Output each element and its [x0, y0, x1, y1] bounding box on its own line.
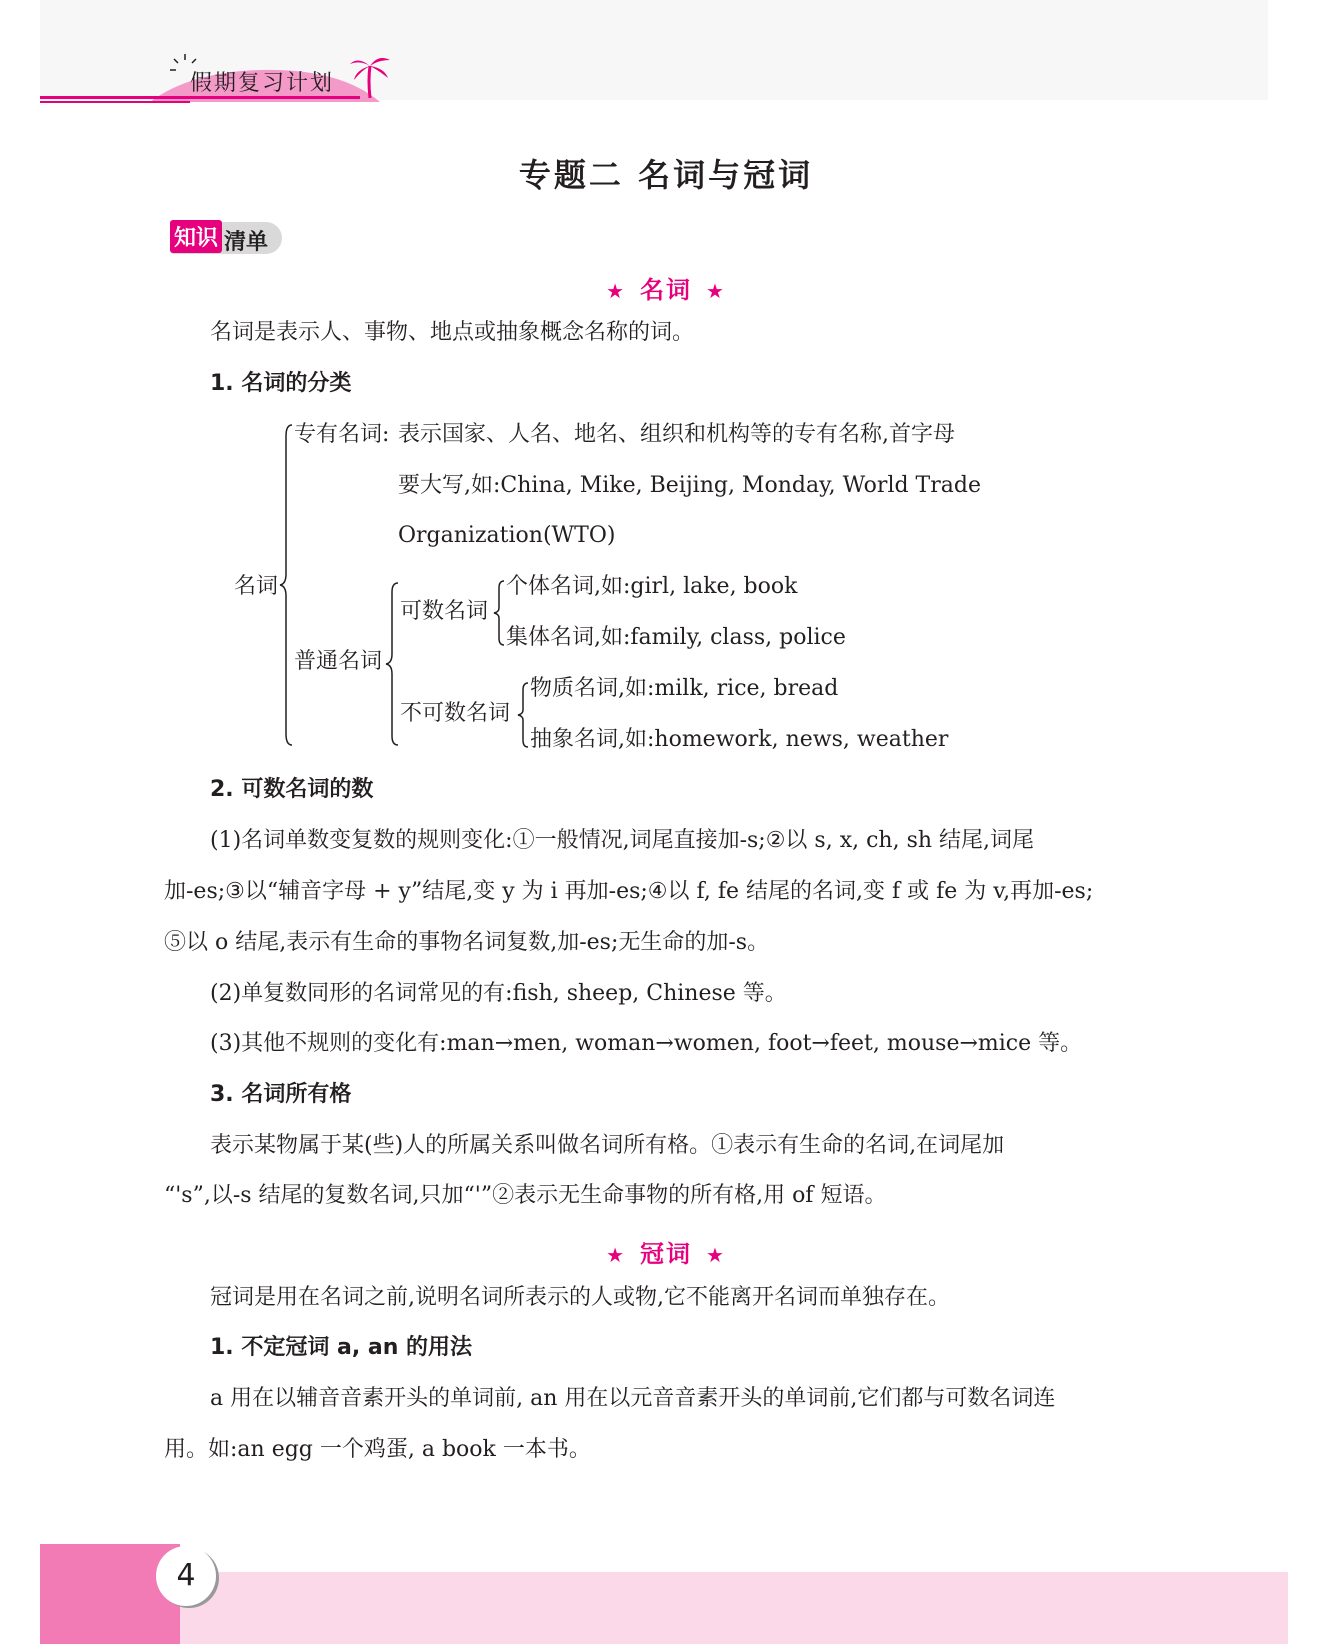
noun-intro: 名词是表示人、事物、地点或抽象概念名称的词。	[210, 320, 695, 345]
individual-noun: 个体名词,如:girl, lake, book	[506, 574, 798, 599]
possessive-line2: “'s”,以-s 结尾的复数名词,只加“'”②表示无生命事物的所有格,用 of 短语。	[164, 1183, 887, 1208]
footer-accent	[40, 1544, 180, 1644]
irregular-plurals: (3)其他不规则的变化有:man→men, woman→women, foot→feet, mouse→mice 等。	[210, 1031, 1083, 1056]
badge-list: 清单	[224, 230, 269, 255]
noun-section-heading	[0, 270, 1332, 305]
badge-knowledge: 知识	[170, 220, 222, 253]
brace-uncountable	[516, 682, 530, 748]
collective-noun: 集体名词,如:family, class, police	[506, 625, 846, 650]
plural-rules-line1: (1)名词单数变复数的规则变化:①一般情况,词尾直接加-s;②以 s, x, ch, sh 结尾,词尾	[210, 828, 1035, 853]
header-rule-thin	[40, 101, 190, 103]
proper-noun-label: 专有名词:	[294, 422, 390, 447]
palm-tree-icon	[348, 50, 392, 100]
tree-root-noun: 名词	[234, 574, 279, 599]
article-section-heading	[0, 1234, 1332, 1269]
noun-number-title: 2. 可数名词的数	[210, 777, 374, 802]
countable-noun-label: 可数名词	[400, 599, 489, 624]
plural-rules-line2: 加-es;③以“辅音字母 + y”结尾,变 y 为 i 再加-es;④以 f, fe 结尾的名词,变 f 或 fe 为 v,再加-es;	[164, 879, 1094, 904]
brace-common	[384, 582, 400, 746]
article-intro: 冠词是用在名词之前,说明名词所表示的人或物,它不能离开名词而单独存在。	[210, 1285, 950, 1310]
star-icon: ★	[606, 1243, 626, 1267]
star-icon: ★	[706, 279, 726, 303]
page-number: 4	[156, 1546, 216, 1606]
possessive-title: 3. 名词所有格	[210, 1082, 352, 1107]
indefinite-article-line2: 用。如:an egg 一个鸡蛋, a book 一本书。	[164, 1437, 591, 1462]
article-heading-text: 冠词	[640, 1240, 692, 1268]
page-title: 专题二 名词与冠词	[518, 156, 814, 194]
same-form-nouns: (2)单复数同形的名词常见的有:fish, sheep, Chinese 等。	[210, 981, 787, 1006]
header-title: 假期复习计划	[190, 71, 335, 96]
abstract-noun: 抽象名词,如:homework, news, weather	[530, 727, 949, 752]
material-noun: 物质名词,如:milk, rice, bread	[530, 676, 839, 701]
brace-root	[278, 424, 294, 746]
common-noun-label: 普通名词	[294, 649, 383, 674]
proper-noun-line3: Organization(WTO)	[398, 523, 616, 548]
brace-countable	[492, 580, 506, 646]
star-icon: ★	[706, 1243, 726, 1267]
indefinite-article-title: 1. 不定冠词 a, an 的用法	[210, 1335, 473, 1360]
indefinite-article-line1: a 用在以辅音音素开头的单词前, an 用在以元音音素开头的单词前,它们都与可数名词连	[210, 1386, 1056, 1411]
proper-noun-line2: 要大写,如:China, Mike, Beijing, Monday, World Trade	[398, 473, 981, 498]
proper-noun-line1: 表示国家、人名、地名、组织和机构等的专有名称,首字母	[398, 422, 955, 447]
footer-band	[40, 1572, 1288, 1644]
possessive-line1: 表示某物属于某(些)人的所属关系叫做名词所有格。①表示有生命的名词,在词尾加	[210, 1133, 1005, 1158]
noun-heading-text: 名词	[640, 276, 692, 304]
noun-classification-title: 1. 名词的分类	[210, 371, 352, 396]
uncountable-noun-label: 不可数名词	[400, 701, 511, 726]
star-icon: ★	[606, 279, 626, 303]
plural-rules-line3: ⑤以 o 结尾,表示有生命的事物名词复数,加-es;无生命的加-s。	[164, 930, 770, 955]
